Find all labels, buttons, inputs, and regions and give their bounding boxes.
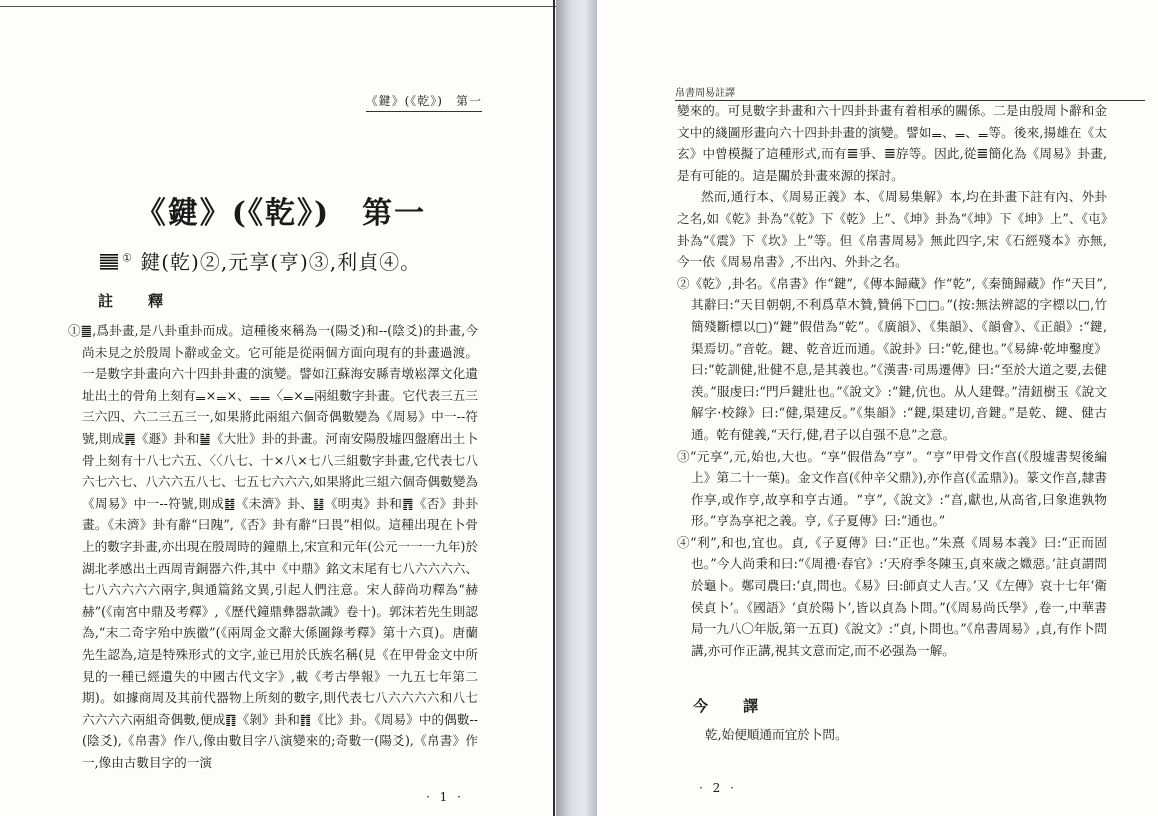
left-body-text	[68, 320, 478, 773]
hexagram-line	[100, 246, 421, 275]
right-body-text	[677, 100, 1107, 661]
page-edge-left	[553, 0, 555, 816]
chapter-title: 《鍵》(《乾》) 第一	[135, 196, 427, 231]
note-paragraph: ②《乾》,卦名。《帛書》作“鍵”,《傳本歸藏》作“乾”,《秦簡歸藏》作“天目”,其辭曰:“天目朝朝,不利爲草木贊,贊偁下□□。”(按:無法辨認的字標以□,竹簡殘斷標以□)“鍵”假借為“乾”。《廣韻》、《集韻》、《韻會》、《正韻》:“鍵,渠焉切。”音乾。鍵、乾音近而通。《說卦》曰:“乾,健也。”《易緯·乾坤鑿度》曰:“乾訓健,壯健不息,是其義也。”《漢書·司馬遷傳》曰:“至於大道之要,去健羡。”服虔曰:“門戶鍵壯也。”《說文》:“鍵,伉也。从人建聲。”清鈕樹玉《說文解字·校錄》曰:“健,渠建反。”《集韻》:“鍵,渠建切,音鍵。”是乾、鍵、健古通。乾有健義,“天行,健,君子以自强不息”之意。	[677, 275, 1107, 442]
note-paragraph: ③“元享”,元,始也,大也。“享”假借為“亨”。“亨”甲骨文作亯(《殷墟書契後編上》第二十一葉)。金文作亯(《仲辛父鼎》),亦作亯(《孟鼎》)。篆文作亯,隸書作享,或作亨,故享和亨古通。“亨”,《說文》:“亯,獻也,从高省,曰象進孰物形。”亨為享祀之義。亨,《子夏傳》曰:“通也。”	[677, 448, 1107, 529]
hexagram-text: 鍵(乾)②,元享(亨)③,利貞④。	[140, 250, 422, 274]
body-paragraph: 然而,通行本、《周易正義》本、《周易集解》本,均在卦畫下註有內、外卦之名,如《乾》卦為“《乾》下《乾》上”、《坤》卦為“《坤》下《坤》上”、《屯》卦為“《震》下《坎》上”等。但《帛書周易》無此四字,宋《石經殘本》亦無,今一依《周易帛書》,不出內、外卦之名。	[677, 189, 1107, 270]
note-marker: ①	[122, 251, 133, 265]
page-number: · 1 ·	[426, 790, 464, 804]
top-rule	[0, 6, 562, 7]
body-paragraph: 變來的。可見數字卦畫和六十四卦卦畫有着相承的關係。二是由殷周卜辭和金文中的綫圖形畫向六十四卦卦畫的演變。譬如𝍡、𝍡、𝍡等。後來,揚雄在《太玄》中曾模擬了這種形式,而有𝌆爭、𝌆斿等。因此,從𝌆簡化為《周易》卦畫,是有可能的。這是關於卦畫來源的探討。	[677, 103, 1107, 183]
running-head: 帛書周易註譯	[675, 84, 1145, 101]
right-page	[597, 0, 1158, 816]
note-paragraph: ①䷀,爲卦畫,是八卦重卦而成。這種後來稱為一(陽爻)和--(陰爻)的卦畫,今尚未見之於殷周卜辭或金文。它可能是從兩個方面向現有的卦畫過渡。一是數字卦畫向六十四卦卦畫的演變。譬如江蘇海安縣青墩崧澤文化遺址出土的骨角上刻有𝍡×𝍡×、𝍡𝍡〈𝍡×𝍡兩組數字卦畫。它代表三五三三六四、六二三五三一,如果將此兩組六個奇偶數變為《周易》中一--符號,則成䷠《遯》卦和䷡《大壯》卦的卦畫。河南安陽殷墟四盤磨出土卜骨上刻有十八七六五、〈〈八七、十×八×七八三組數字卦畫,它代表七八六七六七、八六六五八七、七五七六六六,如果將此三組六個奇偶數變為《周易》中一--符號,則成䷾《未濟》卦、䷣《明夷》卦和䷋《否》卦卦畫。《未濟》卦有辭“曰隗”,《否》卦有辭“曰畏”相似。這種出現在卜骨上的數字卦畫,亦出現在殷周時的鐘鼎上,宋宣和元年(公元一一一九年)於湖北孝感出土西周青銅器六件,其中《中鼎》銘文末尾有七八六六六六、七八六六六六兩字,與通篇銘文異,引起人們注意。宋人薛尚功釋為“赫赫”(《南宮中鼎及考釋》,《歷代鐘鼎彝器款識》卷十)。郭沫若先生則認為,“末二奇字殆中族徽”(《兩周金文辭大係圖錄考釋》第十六頁)。唐蘭先生認為,這是特殊形式的文字,並已用於氏族名稱(見《在甲骨金文中所見的一種已經遺失的中國古代文字》,載《考古學報》一九五七年第二期)。如據商周及其前代器物上所刻的數字,則代表七八六六六六和八七六六六六兩組奇偶數,便成䷖《剝》卦和䷇《比》卦。《周易》中的偶數--(陰爻),《帛書》作八,像由數目字八演變來的;奇數一(陽爻),《帛書》作一,像由古數目字的一演	[68, 323, 478, 770]
translation-text: 乾,始便順通而宜於卜問。	[705, 727, 848, 742]
page-gap	[556, 0, 597, 816]
notes-heading: 註 釋	[98, 292, 174, 310]
running-head: 《鍵》(《乾》) 第一	[366, 92, 482, 112]
note-paragraph: ④“利”,和也,宜也。貞,《子夏傳》曰:“正也。”朱熹《周易本義》曰:“正而固也。”今人尚秉和曰:“《周禮·春官》:‘天府季冬陳玉,貞來歲之媺惡。’註貞謂問於龜卜。鄭司農曰:‘貞,問也。《易》曰:師貞丈人吉。’又《左傳》哀十七年‘衛侯貞卜’。《國語》‘貞於陽卜’,皆以貞為卜問。”(《周易尚氏學》,卷一,中華書局一九八〇年版,第一五頁)《說文》:“貞,卜問也。”《帛書周易》,貞,有作卜問講,亦可作正講,視其文意而定,而不必强為一解。	[677, 534, 1107, 658]
page-number: · 2 ·	[699, 781, 737, 795]
left-page	[0, 0, 562, 816]
translation-heading: 今 譯	[693, 697, 769, 715]
qian-hexagram-icon	[100, 254, 118, 270]
